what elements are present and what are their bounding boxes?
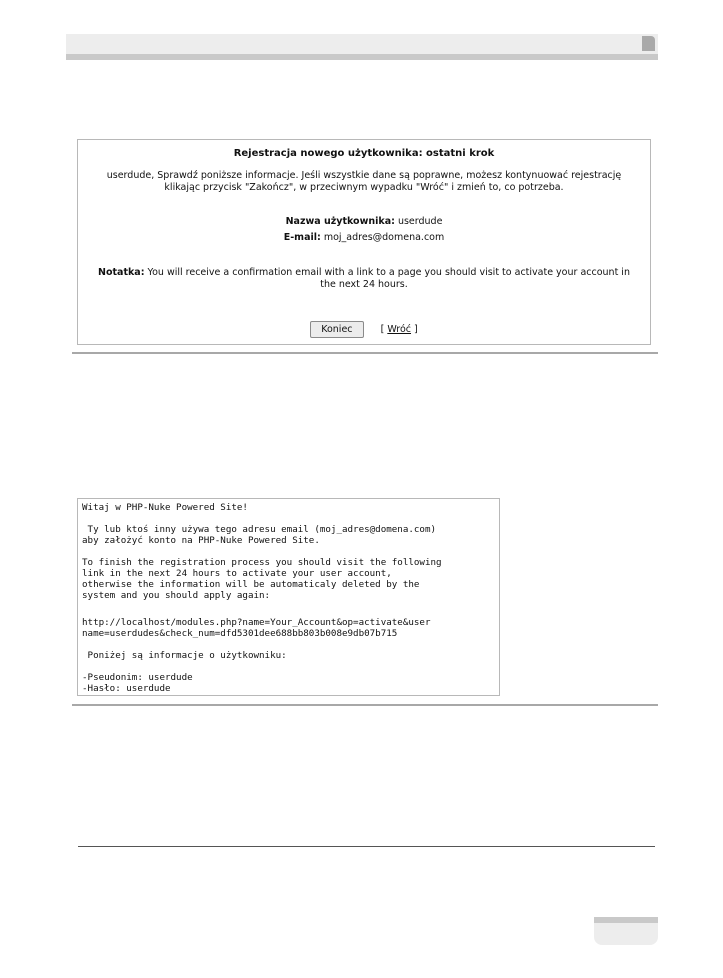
email-line: Ty lub ktoś inny używa tego adresu email (moj_adres@domena.com) bbox=[82, 524, 437, 535]
note-text: You will receive a confirmation email with a link to a page you should visit to activate your account in the next 24 hours. bbox=[147, 267, 630, 290]
email-line: Poniżej są informacje o użytkowniku: bbox=[82, 650, 287, 661]
finish-button[interactable]: Koniec bbox=[310, 321, 363, 338]
page-corner-tab bbox=[642, 36, 655, 51]
footer-rule bbox=[78, 846, 655, 847]
email-line: otherwise the information will be automaticaly deleted by the bbox=[82, 579, 420, 590]
activation-url-line: name=userdudes&check_num=dfd5301dee688bb803b008e9db07b715 bbox=[82, 628, 398, 639]
registration-actions bbox=[78, 321, 650, 338]
email-line: -Hasło: userdude bbox=[82, 683, 171, 694]
email-line: link in the next 24 hours to activate your user account, bbox=[82, 568, 392, 579]
page-header-underline bbox=[66, 54, 658, 60]
registration-intro: userdude, Sprawdź poniższe informacje. Jeśli wszystkie dane są poprawne, możesz kontynuować rejestrację klikając przycisk "Zakończ", w przeciwnym wypadku "Wróć" i zmień to, co potrzeba. bbox=[106, 170, 622, 193]
email-value: moj_adres@domena.com bbox=[323, 232, 445, 243]
username-row bbox=[78, 216, 650, 228]
back-bracket-close: ] bbox=[414, 324, 418, 335]
section-divider bbox=[72, 352, 658, 354]
email-line: system and you should apply again: bbox=[82, 590, 271, 601]
page-header-band bbox=[66, 34, 658, 54]
back-bracket-open: [ bbox=[380, 324, 385, 335]
email-line: -Pseudonim: userdude bbox=[82, 672, 193, 683]
email-line: aby założyć konto na PHP-Nuke Powered Site. bbox=[82, 535, 320, 546]
page-number-tab-band bbox=[594, 917, 658, 923]
note-label: Notatka: bbox=[98, 267, 145, 278]
username-value: userdude bbox=[397, 216, 443, 227]
section-divider bbox=[72, 704, 658, 706]
back-link[interactable]: Wróć bbox=[387, 324, 412, 335]
email-row bbox=[78, 232, 650, 244]
email-line: Witaj w PHP-Nuke Powered Site! bbox=[82, 502, 248, 513]
email-label: E-mail: bbox=[283, 232, 321, 243]
registration-note bbox=[92, 267, 636, 291]
registration-title: Rejestracja nowego użytkownika: ostatni krok bbox=[233, 148, 495, 159]
activation-url-line: http://localhost/modules.php?name=Your_Account&op=activate&user bbox=[82, 617, 431, 628]
registration-panel bbox=[77, 139, 651, 345]
username-label: Nazwa użytkownika: bbox=[285, 216, 395, 227]
email-line: To finish the registration process you should visit the following bbox=[82, 557, 442, 568]
activation-email bbox=[77, 498, 500, 696]
